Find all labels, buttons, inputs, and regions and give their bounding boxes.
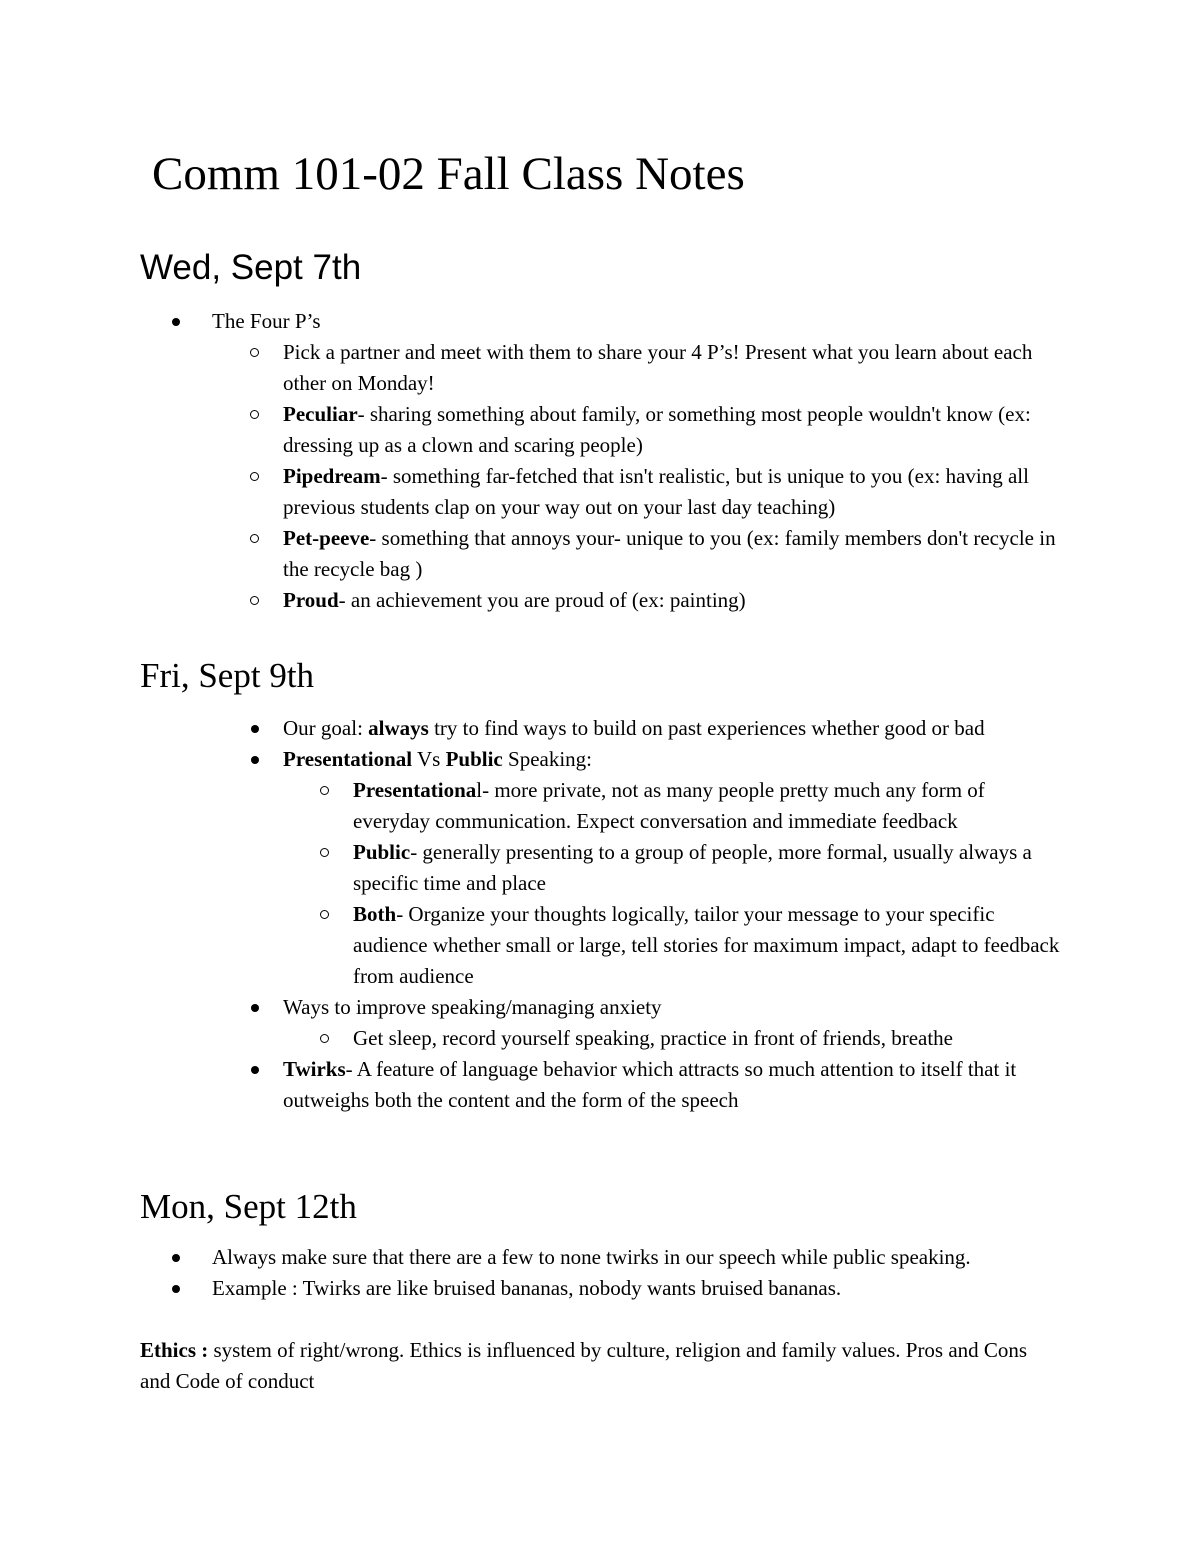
term-label: Pipedream [283, 464, 381, 488]
list-item [0, 899, 1063, 992]
bullet-text: Pick a partner and meet with them to share your 4 P’s! Present what you learn about each other on Monday! [283, 340, 1033, 395]
list-item [0, 744, 1063, 775]
term-label: Presentational [283, 747, 413, 771]
bullet-dot [251, 1004, 259, 1012]
term-label: Presentationa [353, 778, 477, 802]
bullet-text: Example : Twirks are like bruised bananas, nobody wants bruised bananas. [212, 1276, 842, 1300]
bullet-dot [251, 725, 259, 733]
list-item [0, 306, 1062, 337]
bullet-dot [251, 1066, 259, 1074]
mon-list [0, 1242, 1200, 1304]
page-title: Comm 101-02 Fall Class Notes [152, 148, 745, 200]
term-label: Peculiar [283, 402, 358, 426]
goal-emphasis: always [368, 716, 429, 740]
list-item [0, 837, 1063, 899]
ethics-paragraph [140, 1335, 1060, 1397]
connector-text: Vs [412, 747, 446, 771]
term-definition: - an achievement you are proud of (ex: painting) [338, 588, 746, 612]
bullet-text: The Four P’s [212, 309, 321, 333]
bullet-circle [250, 348, 259, 357]
bullet-circle [250, 596, 259, 605]
term-label: Twirks [283, 1057, 346, 1081]
bullet-circle [320, 786, 329, 795]
term-definition: - something far-fetched that isn't realistic, but is unique to you (ex: having all previous students clap on your way out on your last day teaching) [283, 464, 1029, 519]
list-item [0, 992, 1063, 1023]
list-item [0, 461, 1063, 523]
term-definition: - generally presenting to a group of people, more formal, usually always a specific time and place [353, 840, 1032, 895]
bullet-dot [172, 1254, 180, 1262]
term-definition: system of right/wrong. Ethics is influenced by culture, religion and family values. Pros and Cons and Code of conduct [140, 1338, 1028, 1393]
term-label: Ethics : [140, 1338, 209, 1362]
fri-list [0, 713, 1200, 1116]
section-heading-fri: Fri, Sept 9th [140, 656, 315, 695]
bullet-dot [172, 1285, 180, 1293]
bullet-circle [250, 472, 259, 481]
wed-list [0, 306, 1200, 616]
term-definition: l- more private, not as many people pretty much any form of everyday communication. Expect conversation and immediate feedback [353, 778, 985, 833]
term-label: Pet-peeve [283, 526, 370, 550]
bullet-circle [320, 848, 329, 857]
bullet-text: Speaking: [502, 747, 593, 771]
term-definition: - A feature of language behavior which attracts so much attention to itself that it outweighs both the content and the form of the speech [283, 1057, 1017, 1112]
term-label: Proud [283, 588, 339, 612]
list-item [0, 1242, 1062, 1273]
bullet-dot [251, 756, 259, 764]
list-item [0, 1054, 1063, 1116]
bullet-dot [172, 318, 180, 326]
bullet-circle [250, 410, 259, 419]
list-item [0, 1273, 1062, 1304]
term-label: Both [353, 902, 397, 926]
goal-text: try to find ways to build on past experiences whether good or bad [428, 716, 985, 740]
list-item [0, 399, 1063, 461]
term-label: Public [353, 840, 411, 864]
section-heading-wed: Wed, Sept 7th [140, 248, 362, 287]
term-definition: - something that annoys your- unique to you (ex: family members don't recycle in the recycle bag ) [283, 526, 1056, 581]
bullet-text: Get sleep, record yourself speaking, practice in front of friends, breathe [353, 1026, 954, 1050]
goal-prefix: Our goal: [283, 716, 369, 740]
section-heading-mon: Mon, Sept 12th [140, 1187, 357, 1226]
bullet-text: Ways to improve speaking/managing anxiety [283, 995, 662, 1019]
bullet-text: Always make sure that there are a few to none twirks in our speech while public speaking. [212, 1245, 971, 1269]
list-item [0, 1023, 1063, 1054]
list-item [0, 585, 1063, 616]
list-item [0, 523, 1063, 585]
bullet-circle [320, 910, 329, 919]
bullet-circle [250, 534, 259, 543]
term-label: Public [445, 747, 503, 771]
list-item [0, 775, 1063, 837]
term-definition: - Organize your thoughts logically, tailor your message to your specific audience whether small or large, tell stories for maximum impact, adapt to feedback from audience [353, 902, 1060, 988]
list-item [0, 337, 1063, 399]
term-definition: - sharing something about family, or something most people wouldn't know (ex: dressing up as a clown and scaring people) [283, 402, 1031, 457]
list-item [0, 713, 1063, 744]
bullet-circle [320, 1034, 329, 1043]
